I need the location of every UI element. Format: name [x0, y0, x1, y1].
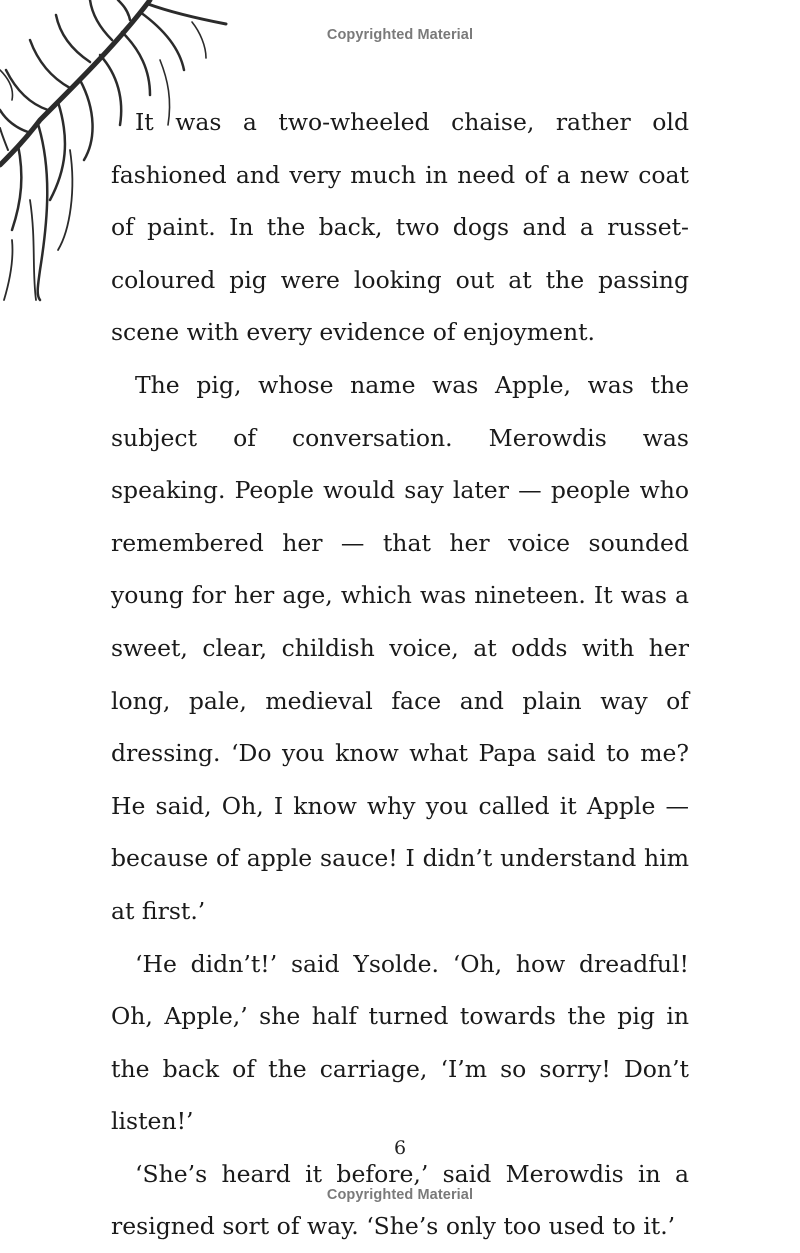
body-text	[111, 96, 689, 1253]
paragraph-2: The pig, whose name was Apple, was the subject of conversation. Merowdis was speaking. People would say later — people who remembered her — that her voice sounded young for her age, which was nineteen. It was a sweet, clear, childish voice, at odds with her long, pale, medieval face and plain way of dressing. ‘Do you know what Papa said to me? He said, Oh, I know why you called it Apple — because of apple sauce! I didn’t understand him at first.’	[111, 370, 689, 925]
page-number: 6	[393, 1137, 407, 1159]
copyright-watermark-top: Copyrighted Material	[326, 27, 474, 43]
paragraph-3: ‘He didn’t!’ said Ysolde. ‘Oh, how dreadful! Oh, Apple,’ she half turned towards the pig in the back of the carriage, ‘I’m so sorry! Don’t listen!’	[111, 949, 689, 1136]
copyright-watermark-bottom: Copyrighted Material	[326, 1187, 474, 1203]
paragraph-1: It was a two-wheeled chaise, rather old fashioned and very much in need of a new coat of paint. In the back, two dogs and a russet-coloured pig were looking out at the passing scene with every evidence of enjoyment.	[111, 108, 689, 347]
paragraph-4: ‘She’s heard it before,’ said Merowdis in a resigned sort of way. ‘She’s only too used to it.’	[111, 1159, 689, 1241]
